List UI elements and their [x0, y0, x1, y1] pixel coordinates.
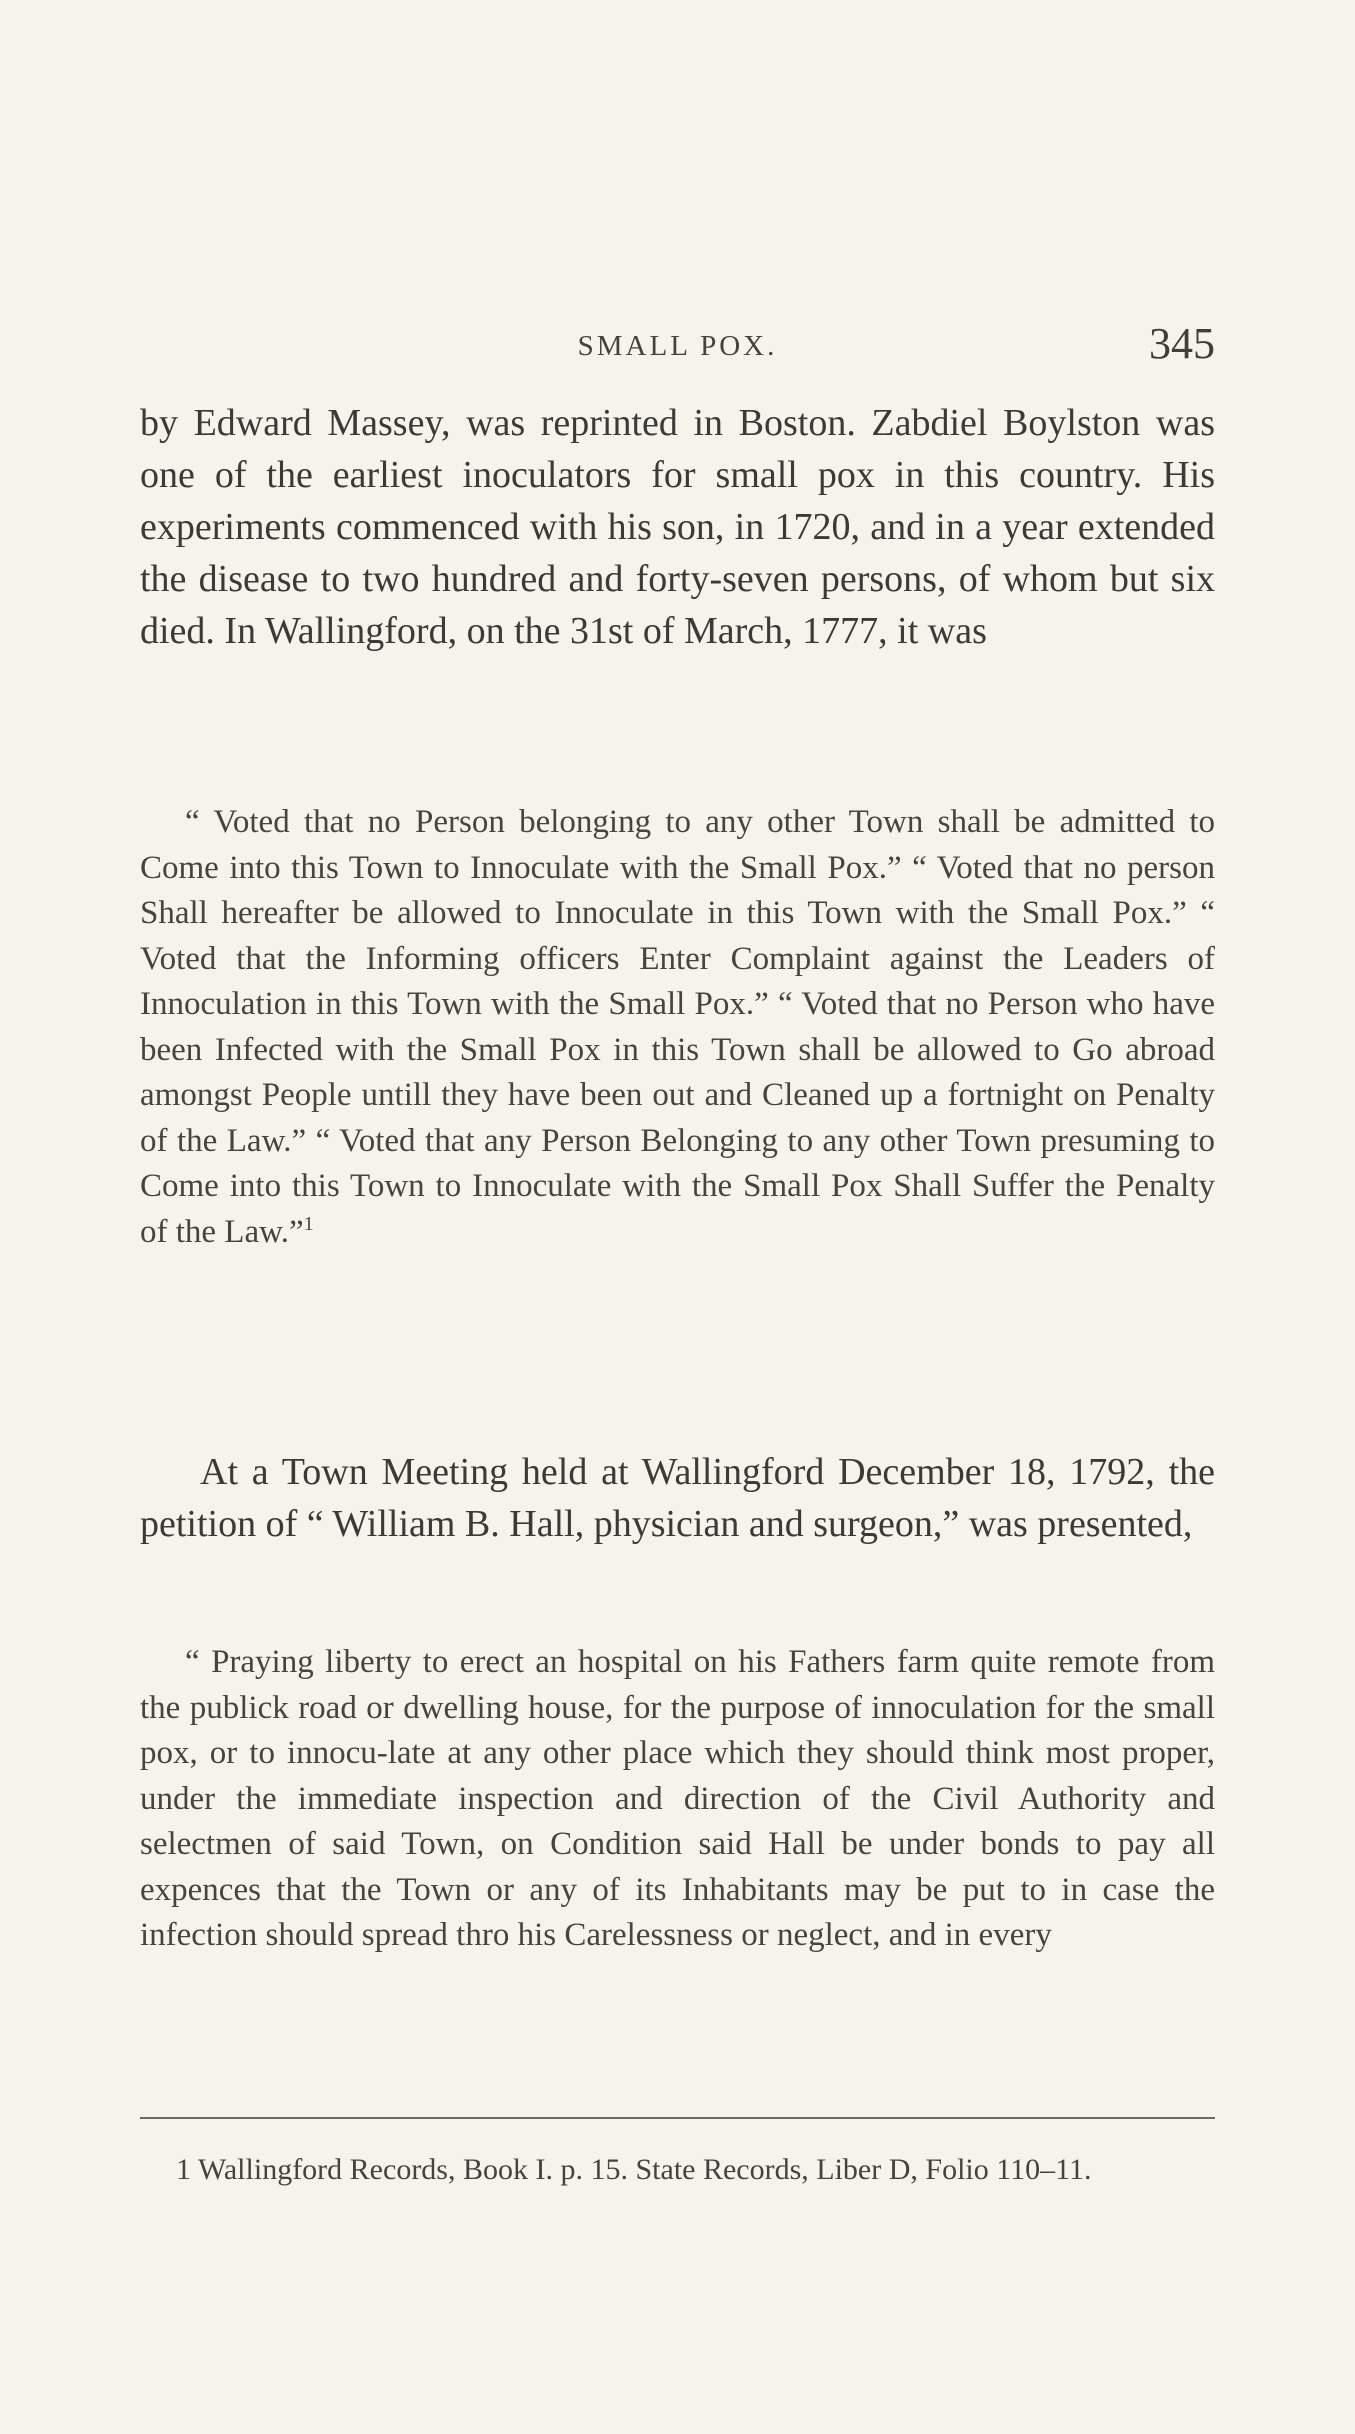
- body-paragraph-2: At a Town Meeting held at Wallingford December 18, 1792, the petition of “ William B. Hall, physician and surgeon,” was presented,: [140, 1451, 1215, 1545]
- block-quote-1-text: “ Voted that no Person belonging to any other Town shall be admitted to Come into this Town to Innoculate with the Small Pox.” “ Voted that no person Shall hereafter be allowed to Innoculate in this Town with the Small Pox.” “ Voted that the Informing officers Enter Complaint against the Leaders of Innoculation in this Town with the Small Pox.” “ Voted that no Person who have been Infected with the Small Pox in this Town shall be allowed to Go abroad amongst People untill they have been out and Cleaned up a fortnight on Penalty of the Law.” “ Voted that any Person Belonging to any other Town presuming to Come into this Town to Innoculate with the Small Pox Shall Suffer the Penalty of the Law.”: [140, 804, 1215, 1250]
- footnote-rule: [140, 2117, 1215, 2119]
- block-quote-1: [140, 800, 1215, 1255]
- running-head: SMALL POX.: [577, 330, 778, 362]
- footnote-mark: 1: [303, 1212, 314, 1235]
- block-quote-2: “ Praying liberty to erect an hospital on his Fathers farm quite remote from the publick road or dwelling house, for the purpose of innoculation for the small pox, or to innocu-late at any other place which they should think most proper, under the immediate inspection and direction of the Civil Authority and selectmen of said Town, on Condition said Hall be under bonds to pay all expences that the Town or any of its Inhabitants may be put to in case the infection should spread thro his Carelessness or neglect, and in every: [140, 1644, 1215, 1953]
- footnote: 1 Wallingford Records, Book I. p. 15. State Records, Liber D, Folio 110–11.: [176, 2153, 1092, 2186]
- page-header: [140, 318, 1215, 378]
- page-number: 345: [1149, 319, 1215, 368]
- body-paragraph-1: by Edward Massey, was reprinted in Boston. Zabdiel Boylston was one of the earliest inoculators for small pox in this country. His experiments commenced with his son, in 1720, and in a year extended the disease to two hundred and forty-seven persons, of whom but six died. In Wallingford, on the 31st of March, 1777, it was: [140, 402, 1215, 652]
